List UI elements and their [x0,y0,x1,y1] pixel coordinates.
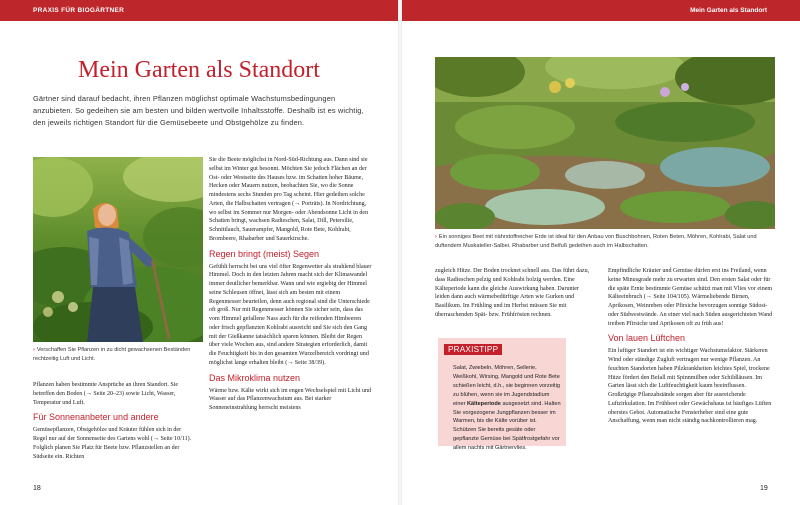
left-page [0,0,398,505]
tip-text-emphasis: Kälteperiode [467,400,501,407]
garden-bed-photo-caption [435,233,780,250]
gardener-photo-graphic [33,157,203,342]
section-heading: Das Mikroklima nutzen [209,372,301,383]
garden-bed-photo [435,57,775,229]
praxistipp-box [438,338,566,452]
caption-arrow-icon: › [435,234,437,240]
paragraph: Pflanzen haben bestimmte Ansprüche an ihren Standort. Sie betreffen den Boden (→ Seite 20–23) sowie Licht, Wasser, Temperatur und Luft. [33,382,179,406]
right-column-2 [608,267,773,426]
right-page [402,0,800,505]
paragraph: zugleich Hitze. Der Boden trocknet schnell aus. Das führt dazu, dass Radieschen pelzig und Kohlrabi holzig werden. Eine Kälteperiode kann die gleiche Auswirkung haben. Darunter leiden dann auch wärmebedürftige Arten wie Gurken und Basilikum. Im Frühling und im Herbst müssen Sie mit überraschenden Spät- bzw. Frühfrösten rechnen. [435,268,590,318]
paragraph: Ein luftiger Standort ist ein wichtiger Wachstumsfaktor. Stärkeren Wind oder ständige Zugluft vertragen nur wenige Pflanzen. An feuchten Standorten haben Pilzkrankheiten leichtes Spiel, trockene Hitze fördert den Befall mit Spinnmilben oder Schildläusen. Im Garten lässt sich die Luftfeuchtigkeit kaum beeinflussen. Großzügige Pflanzabstände sorgen aber für ausreichende Luftzirkulation. Im Frühbeet oder Gewächshaus ist häufiges Lüften oberstes Gebot. Automatische Fensterheber sind eine gute Anschaffung, wenn man nicht ständig nachkontrollieren mag. [608,348,772,425]
intro-paragraph: Gärtner sind darauf bedacht, ihren Pflanzen möglichst optimale Wachstumsbedingungen anzubieten. So gedeihen sie am besten und bilden wertvolle Inhaltsstoffe. Deshalb ist es wichtig, den jeweils richtigen Standort für die Gemüsebeete und Obstgehölze zu finden. [33,94,364,128]
page-number: 19 [760,485,768,492]
page-title: Mein Garten als Standort [78,57,320,83]
garden-bed-photo-caption-text: Ein sonniges Beet mit nährstoffreicher Erde ist ideal für den Anbau von Buschbohnen, Roten Beten, Möhren, Kohlrabi, Salat und duftendem Muskateller-Salbei. Rhabarber und Beifuß gedeihen auch im Halbschatten. [435,234,757,249]
paragraph: Gefühlt herrscht bei uns viel öfter Regenwetter als strahlend blauer Himmel. Doch in den letzten Jahren macht sich der Klimawandel immer deutlicher bemerkbar. Wann und wie ergiebig der Himmel seine Schleusen öffnet, lässt sich am besten mit einem Regenmesser beurteilen, denn auch regional sind die Unterschiede oft groß. Nur mit Regenmesser können Sie sicher sein, dass das vom Himmel gefallene Nass auch für die reifenden Himbeeren oder frisch gepflanzten Kohlrabi ausreicht und Sie sich den Gang mit der Gießkanne tatsächlich sparen können. Bleibt der Regen über viele Wochen aus, sind andere Strategien erforderlich, damit die Feuchtigkeit bis in den gesamten Wurzelbereich vordringt und möglichst lange erhalten bleibt (→ Seite 38/39). [209,263,372,366]
running-header: Mein Garten als Standort [690,7,767,14]
left-column-1 [33,381,196,461]
left-column-2 [209,156,372,413]
garden-bed-photo-graphic [435,57,775,229]
gardener-photo-caption [33,346,203,363]
section-heading: Von lauen Lüftchen [608,333,686,344]
page-number: 18 [33,485,41,492]
paragraph: Empfindliche Kräuter und Gemüse dürfen erst ins Freiland, wenn keine Minusgrade mehr zu erwarten sind. Den ersten Salat oder für die späte Ernte bestimmte Gemüse schützt man mit Vlies vor einem Kälteeinbruch (→ Seite 104/105). Wärmeliebende Birnen, Aprikosen, Weinreben oder Pfirsiche bevorzugen sonnige Südost- oder Südwestwände. An einer viel nach Süden ausgerichteten Wand treiben Pfirsiche und Aprikosen oft zu früh aus! [608,268,773,327]
paragraph: Wärme bzw. Kälte wirkt sich im engen Wechselspiel mit Licht und Wasser auf das Pflanzenwachstum aus. Bei starker Sonneneinstrahlung herrscht meistens [209,387,372,411]
caption-arrow-icon: › [33,347,35,353]
praxistipp-text [453,364,561,453]
praxistipp-label: PRAXISTIPP [444,344,502,355]
running-header-bar [402,0,800,21]
section-heading: Für Sonnenanbeter und andere [33,412,159,423]
paragraph: Sie die Beete möglichst in Nord-Süd-Richtung aus. Dann sind sie selbst im Winter gut besonnt. Möchten Sie jedoch Flächen an der Ost- oder Westseite des Hauses bzw. im Schatten hoher Bäume, Hecken oder Mauern nutzen, beobachten Sie, wo die Sonne mindestens sechs Stunden pro Tag scheint. Hier gedeihen solche Arten, die Halbschatten vertragen (→ Porträts). In Nordrichtung, wo selbst im Sommer nur Morgen- oder Abendsonne Licht in den Schatten bringt, wachsen Radieschen, Salat, Dill, Petersilie, Schnittlauch, Sauerampfer, Mangold, Rote Bete, Kohlrabi, Brombeere, Rhabarber und Sauerkirsche. [209,157,369,242]
section-heading: Regen bringt (meist) Segen [209,248,320,259]
gardener-photo [33,157,203,342]
paragraph: Gemüsepflanzen, Obstgehölze und Kräuter fühlen sich in der Regel nur auf der Sonnenseite des Gartens wohl (→ Seite 10/11). Folglich planen Sie Platz für Beete bzw. Pflanzstellen an der Südseite ein. Richten [33,427,192,460]
gardener-photo-caption-text: Verschaffen Sie Pflanzen in zu dicht gewachsenen Beständen rechtzeitig Luft und Licht. [33,347,191,362]
running-header: PRAXIS FÜR BIOGÄRTNER [33,7,125,14]
tip-text-part: ausgesetzt sind. Halten Sie vorgezogene Jungpflanzen besser im Warmen, bis die Kälte vorüber ist. Schützen Sie bereits gesäte oder gepflanzte Gemüse bei Spätfrostgefahr vor allem nachts mit Gärtnervlies. [453,400,561,452]
right-column-1 [435,267,595,320]
running-header-bar [0,0,398,21]
tip-text-part: Salat, Zwiebeln, Möhren, Sellerie, Weißkohl, Wirsing, Mangold und Rote Bete schießen leicht, d.h., sie beginnen vorzeitig zu blühen, wenn sie im Jugendstadium einer [453,365,560,407]
